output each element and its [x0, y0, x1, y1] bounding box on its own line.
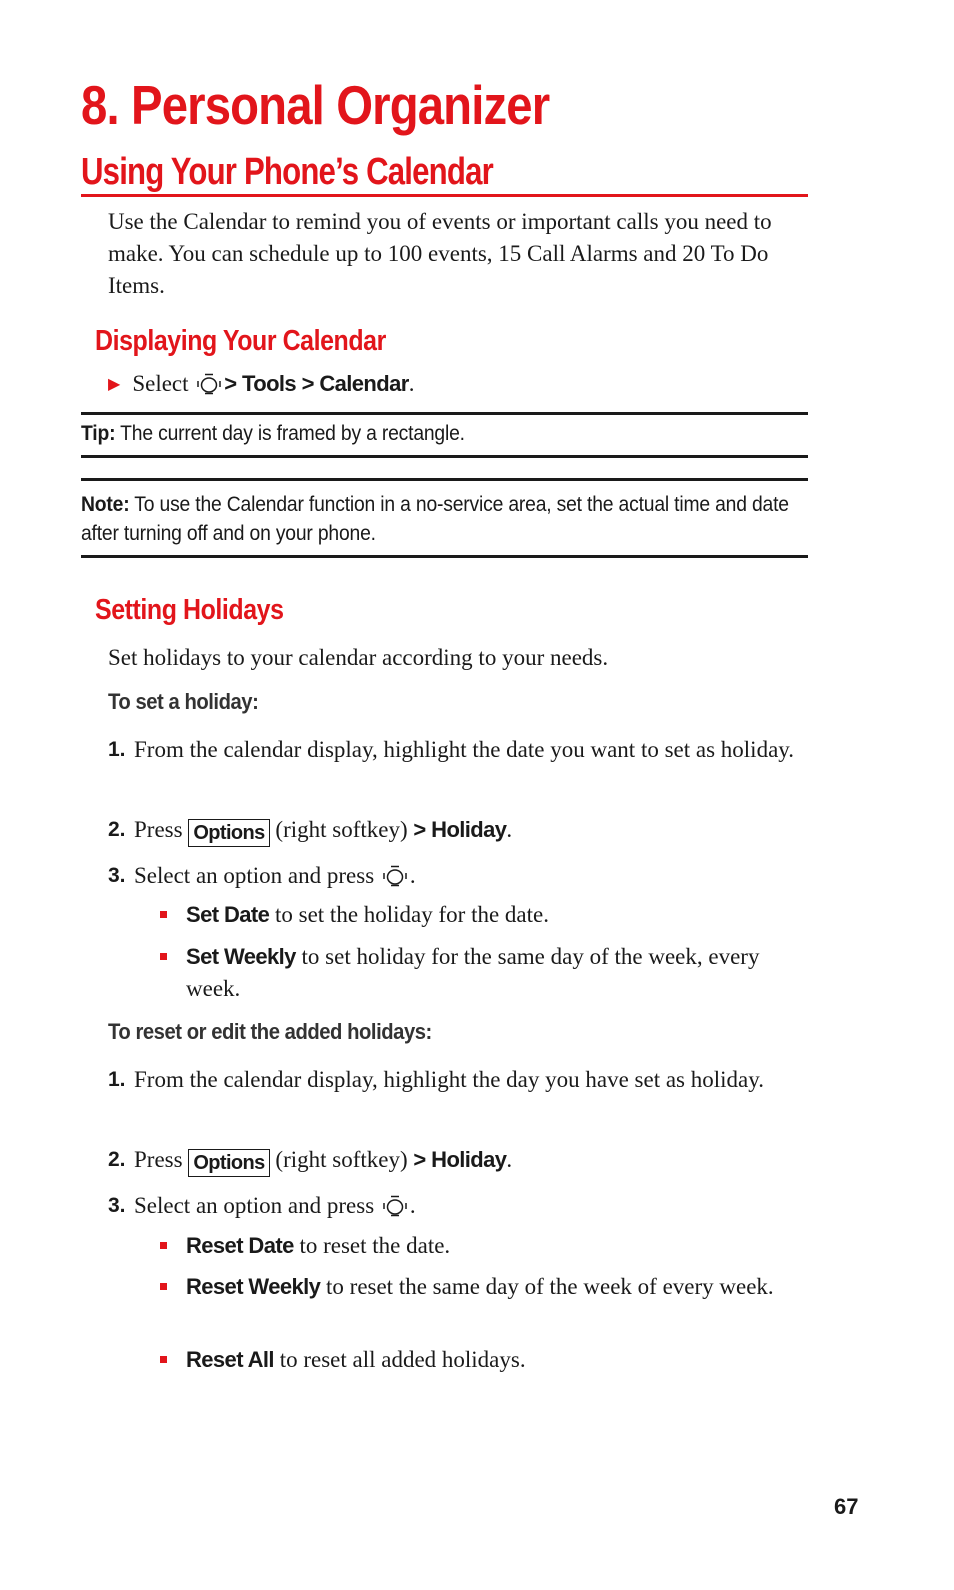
reset-step-3: [108, 1189, 798, 1222]
set-option-weekly: [160, 941, 800, 1005]
option-key: Reset Date: [186, 1233, 294, 1258]
step-text: Select an option and press: [134, 863, 375, 888]
step-number: 3.: [108, 1194, 126, 1217]
option-text: to reset the same day of the week of every week.: [326, 1274, 774, 1299]
option-key: Set Weekly: [186, 944, 296, 969]
note-top-rule: [81, 478, 808, 481]
menu-ok-key-icon: [382, 1195, 408, 1217]
page-number: 67: [834, 1494, 859, 1519]
chapter-title: 8. Personal Organizer: [81, 74, 550, 136]
note-box: [81, 490, 808, 548]
reset-holiday-heading: To reset or edit the added holidays:: [108, 1019, 432, 1044]
option-key: Reset All: [186, 1347, 274, 1372]
red-square-bullet-icon: [160, 953, 167, 960]
period: .: [506, 1147, 513, 1172]
displaying-calendar-heading: Displaying Your Calendar: [95, 325, 386, 357]
menu-ok-key-icon: [196, 373, 222, 395]
period: .: [409, 863, 416, 888]
holiday-path: > Holiday: [413, 817, 507, 842]
red-square-bullet-icon: [160, 1283, 167, 1290]
set-step-1: [108, 733, 798, 766]
step-number: 3.: [108, 864, 126, 887]
note-label: Note:: [81, 493, 130, 516]
option-text: to reset all added holidays.: [279, 1347, 526, 1372]
period: .: [409, 1193, 416, 1218]
period: .: [408, 371, 415, 396]
option-text: to reset the date.: [299, 1233, 451, 1258]
reset-option-date: [160, 1230, 800, 1262]
option-key: Set Date: [186, 902, 270, 927]
red-square-bullet-icon: [160, 911, 167, 918]
reset-option-weekly: [160, 1271, 800, 1303]
set-step-3: [108, 859, 798, 892]
section-title: Using Your Phone’s Calendar: [81, 151, 493, 193]
select-instruction: [108, 368, 414, 402]
holidays-intro: Set holidays to your calendar according to your needs.: [108, 645, 609, 670]
tip-box: [81, 419, 799, 448]
options-softkey: Options: [188, 1149, 269, 1177]
holiday-path: > Holiday: [413, 1147, 507, 1172]
triangle-right-icon: ▶: [108, 374, 121, 393]
note-text: To use the Calendar function in a no-service area, set the actual time and date after turning off and on your phone.: [81, 493, 789, 545]
step-number: 1.: [108, 738, 126, 761]
press-word: Press: [134, 1147, 183, 1172]
reset-option-all: [160, 1344, 800, 1376]
red-square-bullet-icon: [160, 1356, 167, 1363]
step-text: From the calendar display, highlight the date you want to set as holiday.: [134, 737, 795, 762]
reset-step-1: [108, 1063, 798, 1096]
period: .: [506, 817, 513, 842]
reset-step-2: [108, 1143, 798, 1176]
softkey-hint: (right softkey): [275, 817, 408, 842]
step-text: Select an option and press: [134, 1193, 375, 1218]
step-number: 2.: [108, 1148, 126, 1171]
softkey-hint: (right softkey): [275, 1147, 408, 1172]
tip-bottom-rule: [81, 455, 808, 458]
select-word: Select: [132, 371, 189, 396]
section-rule: [81, 194, 808, 197]
step-number: 2.: [108, 818, 126, 841]
intro-paragraph: Use the Calendar to remind you of events or important calls you need to make. You can schedule up to 100 events, 15 Call Alarms and 20 To Do Items.: [108, 209, 772, 298]
red-square-bullet-icon: [160, 1242, 167, 1249]
menu-path: > Tools > Calendar: [224, 371, 409, 396]
press-word: Press: [134, 817, 183, 842]
option-text: to set holiday for the same day of the week, every week.: [186, 944, 760, 1001]
option-key: Reset Weekly: [186, 1274, 321, 1299]
tip-label: Tip:: [81, 422, 116, 445]
setting-holidays-heading: Setting Holidays: [95, 594, 284, 626]
set-holiday-heading: To set a holiday:: [108, 689, 259, 714]
set-step-2: [108, 813, 798, 846]
tip-text: The current day is framed by a rectangle.: [120, 422, 465, 445]
step-number: 1.: [108, 1068, 126, 1091]
option-text: to set the holiday for the date.: [274, 902, 549, 927]
set-option-date: [160, 899, 800, 931]
options-softkey: Options: [188, 819, 269, 847]
menu-ok-key-icon: [382, 865, 408, 887]
note-bottom-rule: [81, 555, 808, 558]
step-text: From the calendar display, highlight the day you have set as holiday.: [134, 1067, 765, 1092]
tip-top-rule: [81, 412, 808, 415]
